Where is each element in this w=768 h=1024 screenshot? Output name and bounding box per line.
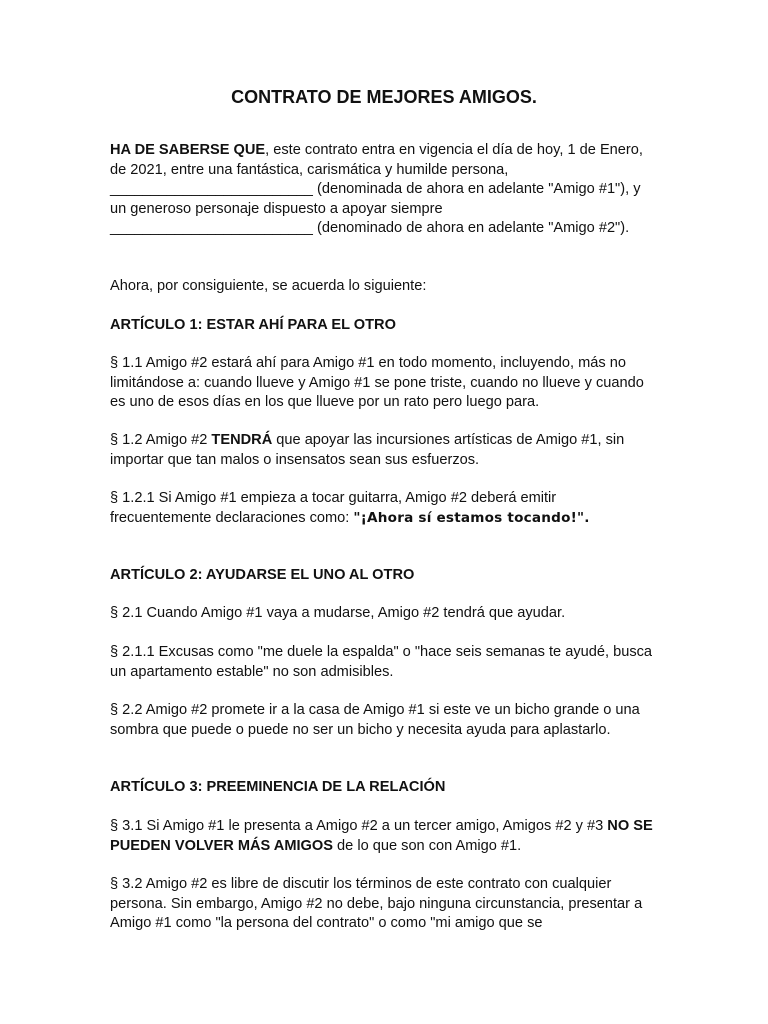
- section-2-1-1: § 2.1.1 Excusas como "me duele la espalda" o "hace seis semanas te ayudé, busca un apartamento estable" no son admisibles.: [110, 644, 653, 680]
- section-1-2-emphasis: TENDRÁ: [211, 432, 273, 448]
- section-1-2-1-quote: "¡Ahora sí estamos tocando!".: [353, 509, 590, 526]
- document-title: CONTRATO DE MEJORES AMIGOS.: [231, 87, 537, 107]
- section-3-2: § 3.2 Amigo #2 es libre de discutir los términos de este contrato con cualquier persona. Sin embargo, Amigo #2 no debe, bajo ninguna circunstancia, presentar a Amigo #1 como "la persona del contrato" o como "mi amigo que se: [110, 876, 643, 931]
- section-2-1: § 2.1 Cuando Amigo #1 vaya a mudarse, Amigo #2 tendrá que ayudar.: [110, 605, 566, 621]
- section-1-2-1: § 1.2.1 Si Amigo #1 empieza a tocar guitarra, Amigo #2 deberá emitir frecuentemente declaraciones como: "¡Ahora sí estamos tocando!".: [110, 490, 590, 526]
- section-1-1: § 1.1 Amigo #2 estará ahí para Amigo #1 en todo momento, incluyendo, más no limitándose a: cuando llueve y Amigo #1 se pone triste, cuando no llueve y cuando es uno de esos días en los que llueve por un rato pero luego para.: [110, 355, 644, 410]
- signature-blank-2: _________________________: [110, 220, 313, 236]
- signature-blank-1: _________________________: [110, 181, 313, 197]
- section-3-1-emphasis: NO SE PUEDEN VOLVER MÁS AMIGOS: [110, 818, 653, 854]
- intro-text-3: (denominado de ahora en adelante "Amigo #2").: [312, 220, 630, 236]
- intro-paragraph: [110, 141, 658, 239]
- article-3-heading: ARTÍCULO 3: PREEMINENCIA DE LA RELACIÓN: [110, 779, 446, 795]
- agreement-line: Ahora, por consiguiente, se acuerda lo siguiente:: [110, 278, 427, 294]
- intro-text-2: (denominada de ahora en adelante "Amigo #1"), y un generoso personaje dispuesto a apoyar siempre: [110, 181, 641, 217]
- article-1-heading: ARTÍCULO 1: ESTAR AHÍ PARA EL OTRO: [110, 317, 396, 333]
- section-3-1: § 3.1 Si Amigo #1 le presenta a Amigo #2 a un tercer amigo, Amigos #2 y #3 NO SE PUEDEN VOLVER MÁS AMIGOS de lo que son con Amigo #1.: [110, 818, 653, 854]
- article-2-heading: ARTÍCULO 2: AYUDARSE EL UNO AL OTRO: [110, 567, 415, 583]
- section-1-2: § 1.2 Amigo #2 TENDRÁ que apoyar las incursiones artísticas de Amigo #1, sin importar que tan malos o insensatos sean sus esfuerzos.: [110, 432, 625, 468]
- intro-text-1: , este contrato entra en vigencia el día de hoy, 1 de Enero, de 2021, entre una fantástica, carismática y humilde persona,: [110, 142, 643, 178]
- section-2-2: § 2.2 Amigo #2 promete ir a la casa de Amigo #1 si este ve un bicho grande o una sombra que puede o puede no ser un bicho y necesita ayuda para aplastarlo.: [110, 702, 640, 738]
- intro-lead: HA DE SABERSE QUE: [110, 142, 266, 158]
